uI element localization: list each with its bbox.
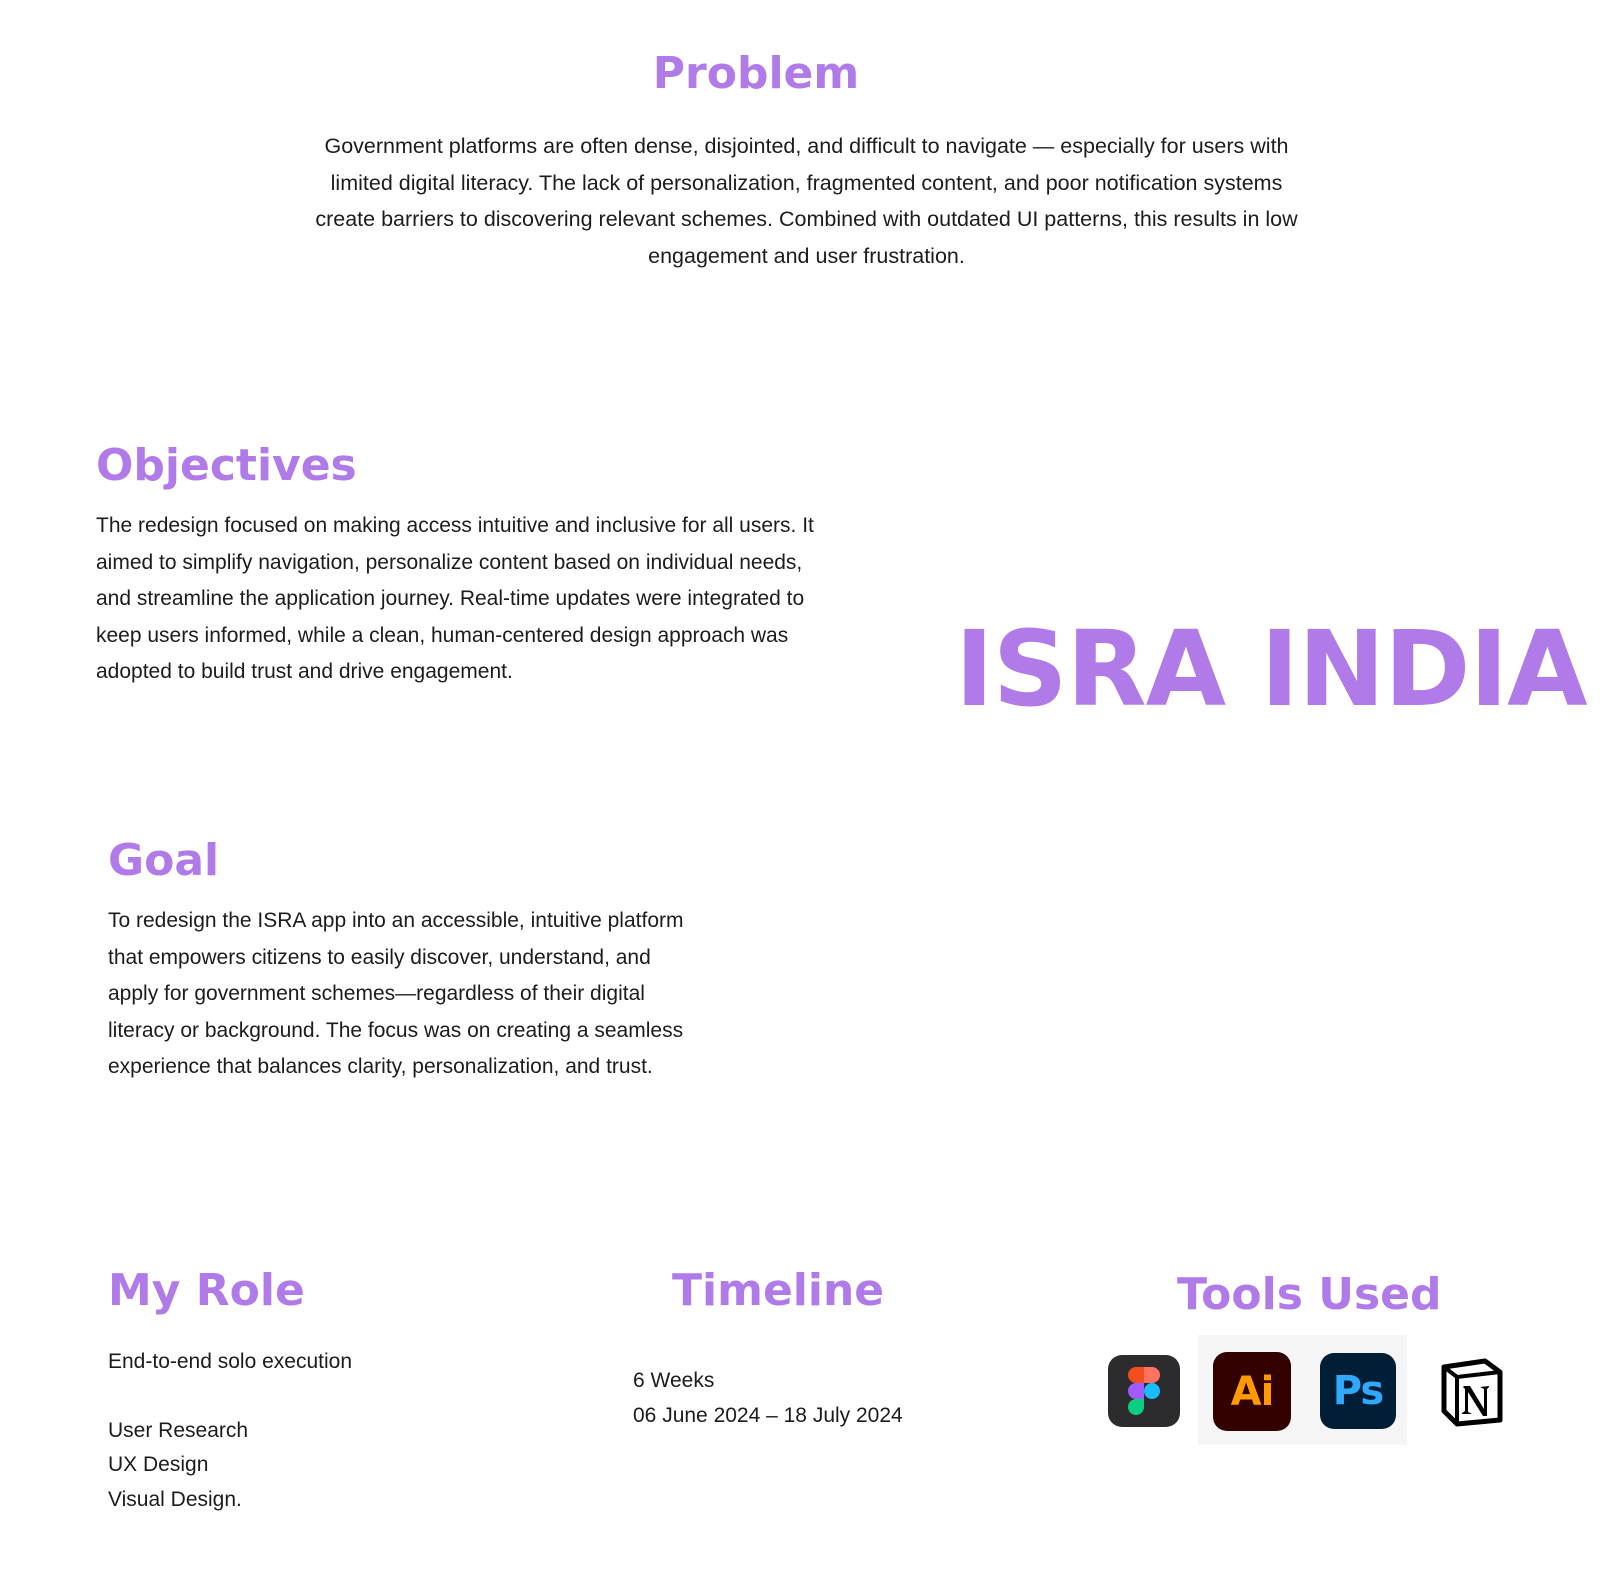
goal-line: that empowers citizens to easily discover, understand, and (108, 945, 651, 969)
role-item: User Research (108, 1418, 249, 1442)
figma-logo-graphic (1108, 1355, 1180, 1427)
goal-line: experience that balances clarity, personalization, and trust. (108, 1055, 653, 1079)
problem-paragraph (170, 128, 1443, 274)
role-item: UX Design (108, 1453, 209, 1476)
tools-heading: Tools Used (1177, 1269, 1442, 1320)
role-item: Visual Design. (108, 1487, 242, 1511)
goal-line: apply for government schemes—regardless of their digital (108, 982, 645, 1006)
problem-heading: Problem (652, 48, 860, 99)
objectives-line: and streamline the application journey. Real-time updates were integrated to (96, 587, 805, 611)
objectives-line: The redesign focused on making access intuitive and inclusive for all users. It (96, 514, 814, 537)
goal-line: literacy or background. The focus was on creating a seamless (108, 1018, 684, 1042)
problem-line: create barriers to discovering relevant schemes. Combined with outdated UI patterns, this results in low (315, 207, 1298, 232)
goal-heading: Goal (108, 835, 220, 886)
adobe-illustrator-icon (1213, 1352, 1291, 1431)
notion-logo-graphic (1437, 1356, 1507, 1428)
objectives-line: aimed to simplify navigation, personalize content based on individual needs, (96, 550, 803, 574)
problem-line: engagement and user frustration. (648, 243, 965, 268)
timeline-details (633, 1364, 903, 1433)
timeline-duration: 6 Weeks (633, 1369, 715, 1392)
adobe-photoshop-icon (1320, 1353, 1396, 1429)
role-details (108, 1345, 352, 1517)
illustrator-label: Ai (1230, 1368, 1274, 1415)
timeline-heading: Timeline (672, 1265, 885, 1316)
goal-line: To redesign the ISRA app into an accessible, intuitive platform (108, 909, 684, 932)
objectives-line: keep users informed, while a clean, human-centered design approach was (96, 623, 789, 647)
objectives-line: adopted to build trust and drive engagement. (96, 660, 513, 684)
role-spacer (108, 1380, 352, 1414)
notion-icon (1437, 1356, 1507, 1428)
role-heading: My Role (108, 1265, 305, 1316)
problem-line: limited digital literacy. The lack of personalization, fragmented content, and poor notification systems (330, 170, 1283, 195)
role-summary: End-to-end solo execution (108, 1350, 352, 1373)
objectives-heading: Objectives (96, 440, 357, 491)
timeline-dates: 06 June 2024 – 18 July 2024 (633, 1403, 903, 1427)
problem-line: Government platforms are often dense, disjointed, and difficult to navigate — especially for users with (324, 134, 1289, 158)
goal-paragraph (108, 903, 808, 1086)
photoshop-label: Ps (1332, 1368, 1384, 1414)
brand-title: ISRA INDIA (955, 608, 1587, 730)
figma-icon (1108, 1355, 1180, 1427)
objectives-paragraph (96, 508, 916, 691)
